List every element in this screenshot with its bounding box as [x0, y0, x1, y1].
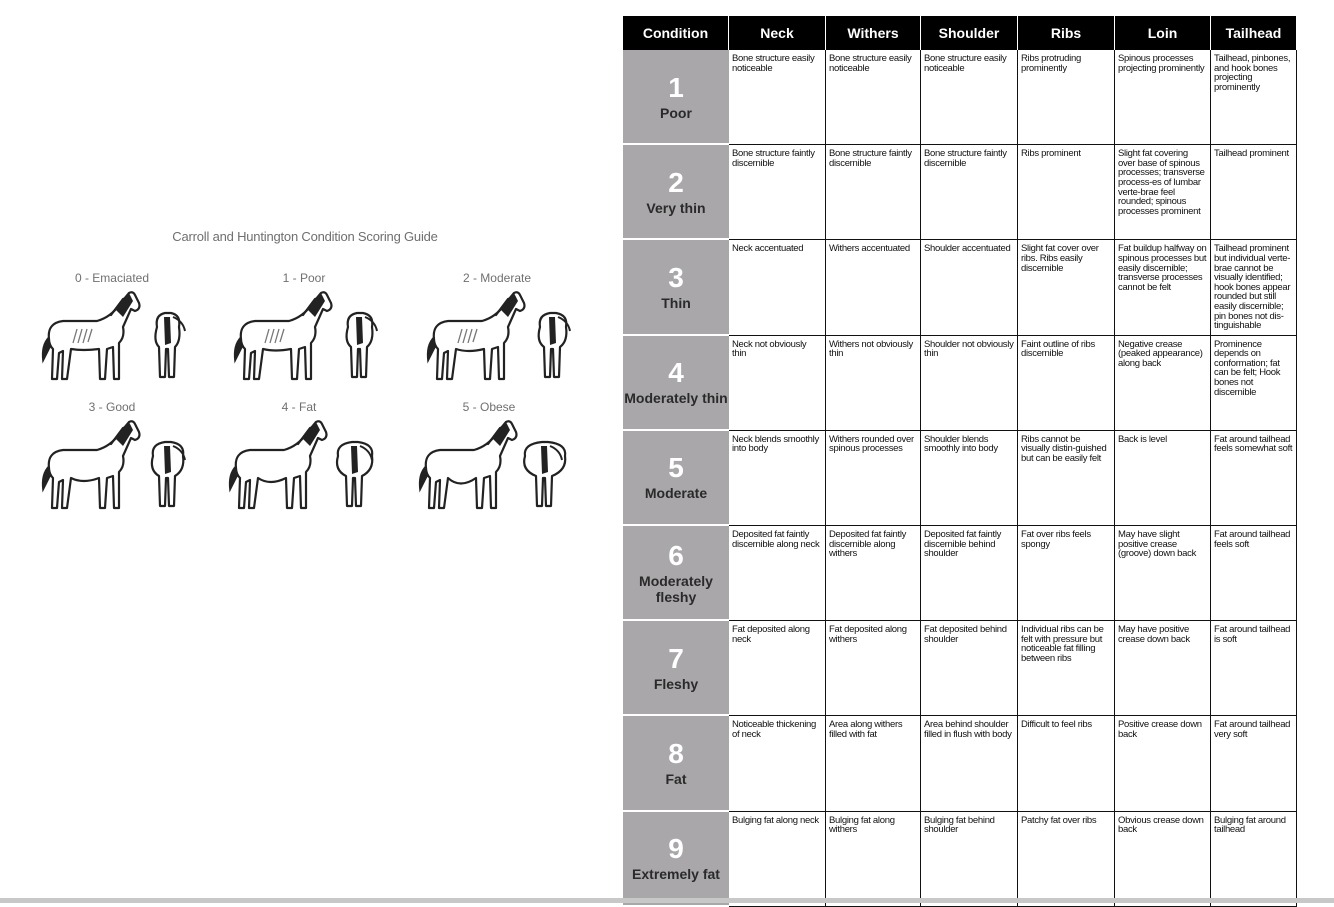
- table-cell-tailhead: Prominence depends on conformation; fat can be felt; Hook bones not discernible: [1211, 336, 1297, 431]
- horse-label: 0 - Emaciated: [74, 271, 150, 285]
- horse-side-and-rear-icon: [37, 416, 197, 516]
- table-cell-loin: May have positive crease down back: [1115, 621, 1211, 716]
- table-cell-ribs: Patchy fat over ribs: [1018, 812, 1115, 907]
- table-cell-tailhead: Fat around tailhead feels somewhat soft: [1211, 431, 1297, 526]
- table-cell-tailhead: Fat around tailhead very soft: [1211, 716, 1297, 811]
- horse-side-and-rear-icon: [224, 416, 384, 516]
- table-cell-shoulder: Shoulder blends smoothly into body: [921, 431, 1018, 526]
- table-cell-neck: Neck blends smoothly into body: [729, 431, 826, 526]
- table-cell-shoulder: Shoulder accentuated: [921, 240, 1018, 335]
- column-header-tailhead: Tailhead: [1211, 16, 1297, 50]
- column-header-withers: Withers: [826, 16, 921, 50]
- table-cell-ribs: Ribs prominent: [1018, 145, 1115, 240]
- condition-score-name: Moderate: [644, 485, 708, 502]
- horse-label: 3 - Good: [88, 400, 136, 414]
- table-cell-shoulder: Deposited fat faintly discernible behind shoulder: [921, 526, 1018, 621]
- table-cell-withers: Withers rounded over spinous processes: [826, 431, 921, 526]
- table-cell-withers: Bulging fat along withers: [826, 812, 921, 907]
- table-cell-neck: Bone structure faintly discernible: [729, 145, 826, 240]
- condition-score-cell: [623, 336, 729, 431]
- table-cell-tailhead: Fat around tailhead feels soft: [1211, 526, 1297, 621]
- table-cell-withers: Deposited fat faintly discernible along withers: [826, 526, 921, 621]
- horse-side-and-rear-icon: [414, 416, 574, 516]
- condition-score-number: 6: [668, 539, 684, 571]
- condition-score-number: 8: [668, 737, 684, 769]
- condition-score-name: Fleshy: [653, 675, 699, 692]
- table-cell-tailhead: Tailhead, pinbones, and hook bones projecting prominently: [1211, 50, 1297, 145]
- table-cell-loin: Positive crease down back: [1115, 716, 1211, 811]
- condition-score-number: 7: [668, 642, 684, 674]
- condition-score-cell: [623, 145, 729, 240]
- condition-scoring-guide: [0, 0, 620, 903]
- table-cell-withers: Bone structure faintly discernible: [826, 145, 921, 240]
- condition-score-name: Poor: [660, 104, 692, 121]
- condition-score-name: Extremely fat: [632, 866, 720, 883]
- condition-score-number: 5: [668, 452, 684, 484]
- table-cell-withers: Withers accentuated: [826, 240, 921, 335]
- table-cell-shoulder: Bone structure faintly discernible: [921, 145, 1018, 240]
- horse-figure-4: [224, 400, 394, 518]
- horse-label: 4 - Fat: [281, 400, 317, 414]
- condition-score-cell: [623, 431, 729, 526]
- table-cell-ribs: Faint outline of ribs discernible: [1018, 336, 1115, 431]
- horse-side-and-rear-icon: [422, 287, 582, 387]
- horse-label: 1 - Poor: [282, 271, 326, 285]
- horse-side-and-rear-icon: [229, 287, 389, 387]
- horse-side-and-rear-icon: [37, 287, 197, 387]
- condition-score-number: 9: [668, 833, 684, 865]
- condition-score-number: 4: [668, 357, 684, 389]
- guide-title: Carroll and Huntington Condition Scoring Guide: [172, 229, 438, 244]
- condition-score-name: Moderately thin: [624, 390, 728, 407]
- column-header-loin: Loin: [1115, 16, 1211, 50]
- table-cell-withers: Bone structure easily noticeable: [826, 50, 921, 145]
- table-cell-ribs: Ribs protruding prominently: [1018, 50, 1115, 145]
- table-cell-withers: Withers not obviously thin: [826, 336, 921, 431]
- condition-score-name: Moderately fleshy: [639, 572, 713, 605]
- table-cell-shoulder: Shoulder not obviously thin: [921, 336, 1018, 431]
- condition-score-name: Fat: [665, 770, 687, 787]
- table-cell-neck: Neck not obviously thin: [729, 336, 826, 431]
- table-cell-ribs: Slight fat cover over ribs. Ribs easily discernible: [1018, 240, 1115, 335]
- table-cell-neck: Fat deposited along neck: [729, 621, 826, 716]
- body-condition-table: [623, 16, 1297, 906]
- horse-figure-2: [422, 271, 592, 389]
- table-cell-tailhead: Fat around tailhead is soft: [1211, 621, 1297, 716]
- table-cell-neck: Deposited fat faintly discernible along neck: [729, 526, 826, 621]
- condition-score-cell: [623, 812, 729, 907]
- table-cell-neck: Noticeable thickening of neck: [729, 716, 826, 811]
- condition-score-cell: [623, 50, 729, 145]
- condition-score-number: 2: [668, 166, 684, 198]
- horse-figure-5: [414, 400, 584, 518]
- condition-score-number: 3: [668, 261, 684, 293]
- table-cell-loin: May have slight positive crease (groove) down back: [1115, 526, 1211, 621]
- table-cell-shoulder: Fat deposited behind shoulder: [921, 621, 1018, 716]
- condition-score-name: Very thin: [646, 199, 706, 216]
- table-cell-shoulder: Bone structure easily noticeable: [921, 50, 1018, 145]
- horse-figure-0: [37, 271, 207, 389]
- condition-score-cell: [623, 526, 729, 621]
- table-cell-withers: Fat deposited along withers: [826, 621, 921, 716]
- table-cell-loin: Obvious crease down back: [1115, 812, 1211, 907]
- horse-figure-1: [229, 271, 399, 389]
- column-header-condition: Condition: [623, 16, 729, 50]
- table-cell-ribs: Fat over ribs feels spongy: [1018, 526, 1115, 621]
- horse-figure-3: [37, 400, 207, 518]
- column-header-shoulder: Shoulder: [921, 16, 1018, 50]
- condition-score-number: 1: [668, 71, 684, 103]
- table-cell-loin: Negative crease (peaked appearance) along back: [1115, 336, 1211, 431]
- table-cell-tailhead: Tailhead prominent: [1211, 145, 1297, 240]
- column-header-neck: Neck: [729, 16, 826, 50]
- table-cell-neck: Bone structure easily noticeable: [729, 50, 826, 145]
- condition-score-cell: [623, 621, 729, 716]
- table-cell-ribs: Ribs cannot be visually distin-guished but can be easily felt: [1018, 431, 1115, 526]
- table-cell-withers: Area along withers filled with fat: [826, 716, 921, 811]
- horse-label: 2 - Moderate: [462, 271, 532, 285]
- page-bottom-edge: [0, 898, 1334, 903]
- condition-score-cell: [623, 240, 729, 335]
- table-cell-tailhead: Bulging fat around tailhead: [1211, 812, 1297, 907]
- table-cell-neck: Neck accentuated: [729, 240, 826, 335]
- condition-score-name: Thin: [661, 294, 691, 311]
- condition-score-cell: [623, 716, 729, 811]
- horse-label: 5 - Obese: [462, 400, 516, 414]
- table-cell-loin: Slight fat covering over base of spinous processes; transverse process-es of lumbar verte-brae feel rounded; spinous processes prominent: [1115, 145, 1211, 240]
- table-cell-loin: Fat buildup halfway on spinous processes but easily discernible; transverse processes cannot be felt: [1115, 240, 1211, 335]
- table-cell-loin: Spinous processes projecting prominently: [1115, 50, 1211, 145]
- table-cell-shoulder: Area behind shoulder filled in flush with body: [921, 716, 1018, 811]
- table-cell-ribs: Difficult to feel ribs: [1018, 716, 1115, 811]
- table-cell-tailhead: Tailhead prominent but individual verte-brae cannot be visually identified; hook bones appear rounded but still easily discernible; pin bones not dis-tinguishable: [1211, 240, 1297, 335]
- table-cell-ribs: Individual ribs can be felt with pressure but noticeable fat filling between ribs: [1018, 621, 1115, 716]
- column-header-ribs: Ribs: [1018, 16, 1115, 50]
- table-cell-shoulder: Bulging fat behind shoulder: [921, 812, 1018, 907]
- table-cell-loin: Back is level: [1115, 431, 1211, 526]
- table-cell-neck: Bulging fat along neck: [729, 812, 826, 907]
